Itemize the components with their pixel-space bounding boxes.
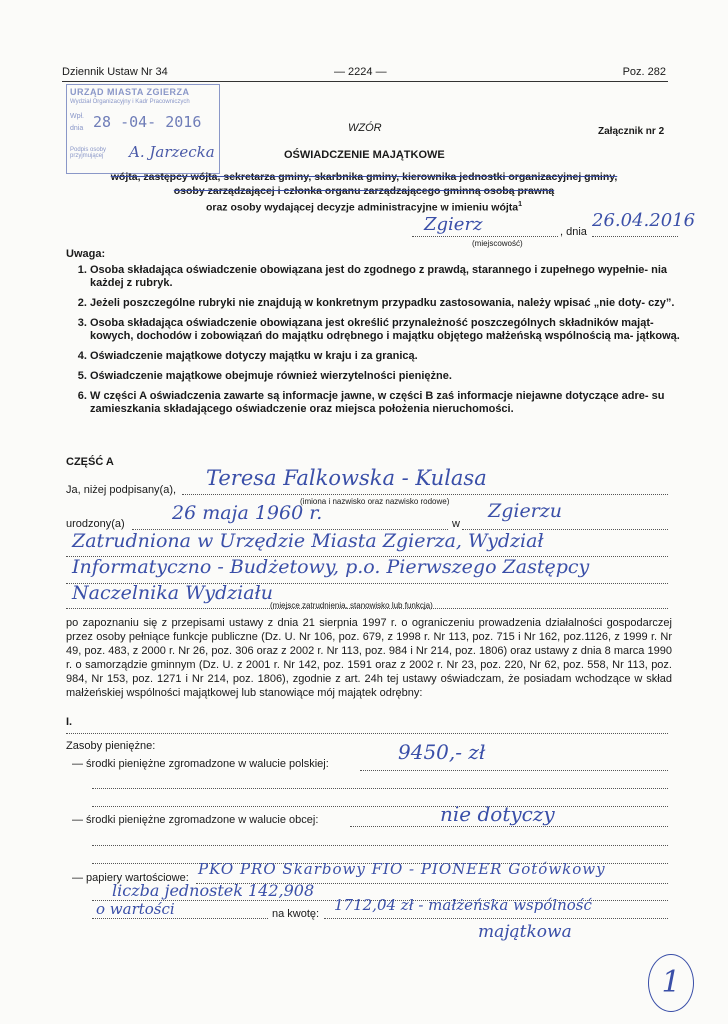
journal-name: Dziennik Ustaw Nr 34 <box>62 66 168 78</box>
stamp-office: URZĄD MIASTA ZGIERZA <box>70 87 190 97</box>
header-rule <box>62 81 668 82</box>
cash-resources-label: Zasoby pieniężne: <box>66 740 156 752</box>
page-header <box>62 66 666 80</box>
annex-label: Załącznik nr 2 <box>598 126 665 137</box>
stamp-sign-label: Podpis osoby przyjmującej <box>70 147 107 159</box>
note-item: 3. Osoba składająca oświadczenie obowiązana jest określić przynależność poszczególnych składników mająt- kowych, dochodów i zobowiązań do majątku odrębnego i majątku objętego małżeńską wspólnością ma- jątkową. <box>90 317 690 343</box>
note-item: 2. Jeżeli poszczególne rubryki nie znajdują w konkretnym przypadku zastosowania, należy wpisać „nie doty- czy”. <box>90 297 690 310</box>
position-number: Poz. 282 <box>622 66 666 78</box>
subtitle-line-3-text: oraz osoby wydającej decyzje administracyjne w imieniu wójta <box>205 201 519 214</box>
employment-line-2: Informatyczno - Budżetowy, p.o. Pierwszego Zastępcy <box>72 556 590 578</box>
pln-label: — środki pieniężne zgromadzone w walucie polskiej: <box>72 758 329 770</box>
wzor-label: WZÓR <box>348 122 382 134</box>
employment-caption: (miejsce zatrudnienia, stanowisko lub funkcja) <box>270 601 433 610</box>
employment-line-3: Naczelnika Wydziału <box>72 582 273 604</box>
securities-label: — papiery wartościowe: <box>72 872 189 884</box>
date-value: 26.04.2016 <box>592 210 696 231</box>
person-name: Teresa Falkowska - Kulasa <box>206 466 487 490</box>
notes-list <box>66 264 690 423</box>
page-number: — 2224 — <box>334 66 387 78</box>
pln-value: 9450,- zł <box>398 740 486 764</box>
securities-line-1: PKO PRO Skarbowy FIO - PIONEER Gotówkowy <box>198 860 606 878</box>
employment-line-1: Zatrudniona w Urzędzie Miasta Zgierza, Wydział <box>72 530 544 552</box>
born-label: urodzony(a) <box>66 518 125 530</box>
section-i-heading: I. <box>66 716 73 728</box>
place-value: Zgierz <box>424 214 483 235</box>
subtitle-footnote: 1 <box>518 201 523 208</box>
uwaga-label: Uwaga: <box>66 248 106 260</box>
born-place: Zgierzu <box>488 500 563 522</box>
amount-value-continued: majątkowa <box>478 922 572 942</box>
note-item: 5. Oświadczenie majątkowe obejmuje również wierzytelności pieniężne. <box>90 370 690 383</box>
place-caption: (miejscowość) <box>472 239 523 248</box>
note-item: 1. Osoba składająca oświadczenie obowiązana jest do zgodnego z prawdą, starannego i zupełnego wypełnie- nia każdej z rubryk. <box>90 264 690 290</box>
stamp-signature: A. Jarzecka <box>129 143 215 161</box>
stamp-date: 28 -04- 2016 <box>93 113 202 131</box>
amount-value: 1712,04 zł - małżeńska wspólność <box>334 896 592 914</box>
born-date: 26 maja 1960 r. <box>172 502 323 524</box>
subtitle-line-2: osoby zarządzającej i członka organu zarządzającego gminną osobą prawną <box>173 185 555 197</box>
dnia-label: , dnia <box>560 226 587 238</box>
receipt-stamp <box>66 84 220 174</box>
page-mark: 1 <box>648 954 694 1012</box>
stamp-date-label: dnia <box>70 125 84 132</box>
name-label: Ja, niżej podpisany(a), <box>66 484 177 496</box>
part-a-heading: CZĘŚĆ A <box>66 456 114 468</box>
name-caption: (imiona i nazwisko oraz nazwisko rodowe) <box>300 497 450 506</box>
form-title: OŚWIADCZENIE MAJĄTKOWE <box>284 149 445 161</box>
foreign-value: nie dotyczy <box>440 802 555 826</box>
note-item: 4. Oświadczenie majątkowe dotyczy majątku w kraju i za granicą. <box>90 350 690 363</box>
subtitle-line-1: wójta, zastępcy wójta, sekretarza gminy, skarbnika gminy, kierownika jednostki organizacyjnej gminy, <box>110 171 618 183</box>
born-w-label: w <box>452 518 460 530</box>
legal-paragraph: po zapoznaniu się z przepisami ustawy z dnia 21 sierpnia 1997 r. o ograniczeniu prowadzenia działalności gospodarczej przez osoby pełniące funkcje publiczne (Dz. U. Nr 106, poz. 679, z 1998 r. Nr 113, poz. 715 i Nr 162, poz.1126, z 1999 r. Nr 49, poz. 483, z 2000 r. Nr 26, poz. 306 oraz z 2002 r. Nr 113, poz. 984 i Nr 214, poz. 1806) oraz ustawy z dnia 8 marca 1990 r. o samorządzie gminnym (Dz. U. z 2001 r. Nr 142, poz. 1591 oraz z 2002 r. Nr 23, poz. 220, Nr 62, poz. 558, Nr 113, poz. 984, Nr 153, poz. 1271 i Nr 214, poz. 1806), zgodnie z art. 24h tej ustawy oświadczam, że posiadam wchodzące w skład małżeńskiej wspólności majątkowej lub stanowiące mój majątek odrębny: <box>66 617 672 699</box>
note-item: 6. W części A oświadczenia zawarte są informacje jawne, w części B zaś informacje niejawne dotyczące adre- su zamieszkania składającego oświadczenie oraz miejsca położenia nieruchomości. <box>90 390 690 416</box>
foreign-label: — środki pieniężne zgromadzone w walucie obcej: <box>72 814 319 826</box>
securities-line-2: liczba jednostek 142,908 <box>112 881 315 900</box>
amount-label: na kwotę: <box>272 908 320 920</box>
form-subtitle <box>0 170 728 215</box>
stamp-subtitle: Wydział Organizacyjny i Kadr Pracowniczych <box>70 99 190 105</box>
stamp-wpl: Wpł. <box>70 113 84 120</box>
securities-line-3: o wartości <box>96 900 175 918</box>
